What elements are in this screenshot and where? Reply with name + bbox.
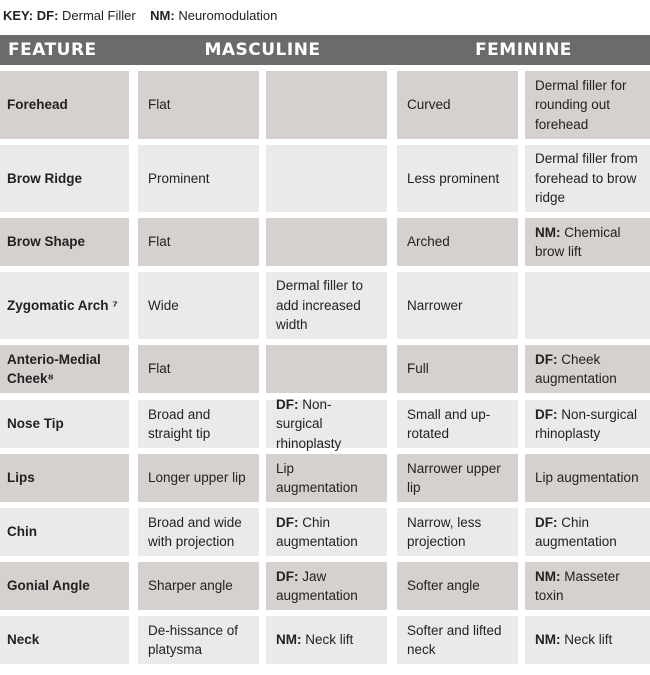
feminine-treatment-cell: Dermal filler from forehead to brow ridge [525, 145, 650, 212]
feature-cell: Brow Shape [0, 218, 129, 266]
feminine-treatment-cell: Dermal filler for rounding out forehead [525, 71, 650, 139]
masculine-trait-cell: Broad and straight tip [138, 400, 259, 448]
table-row [0, 272, 650, 339]
key-nm-text: Neuromodulation [178, 8, 278, 23]
masculine-trait-cell: Flat [138, 71, 259, 139]
table-row [0, 71, 650, 139]
feminine-treatment-cell: DF: Chin augmentation [525, 508, 650, 556]
masculine-treatment-cell: Dermal filler to add increased width [266, 272, 387, 339]
feminine-trait-cell: Small and up-rotated [397, 400, 518, 448]
feminine-treatment-cell: NM: Chemical brow lift [525, 218, 650, 266]
feature-cell: Forehead [0, 71, 129, 139]
feminine-trait-cell: Arched [397, 218, 518, 266]
masculine-trait-cell: Prominent [138, 145, 259, 212]
masculine-trait-cell: Longer upper lip [138, 454, 259, 502]
feature-cell: Gonial Angle [0, 562, 129, 610]
masculine-treatment-cell: NM: Neck lift [266, 616, 387, 664]
masculine-trait-cell: De-hissance of platysma [138, 616, 259, 664]
table-row [0, 562, 650, 610]
masculine-treatment-cell: DF: Non-surgical rhinoplasty [266, 400, 387, 448]
table-row [0, 616, 650, 664]
table-row [0, 508, 650, 556]
feminine-trait-cell: Less prominent [397, 145, 518, 212]
masculine-trait-cell: Wide [138, 272, 259, 339]
masculine-treatment-cell: Lip augmentation [266, 454, 387, 502]
masculine-trait-cell: Flat [138, 218, 259, 266]
feminine-trait-cell: Softer angle [397, 562, 518, 610]
feminine-trait-cell: Narrow, less projection [397, 508, 518, 556]
feature-cell: Nose Tip [0, 400, 129, 448]
feminine-treatment-cell: DF: Cheek augmentation [525, 345, 650, 393]
feature-cell: Zygomatic Arch ⁷ [0, 272, 129, 339]
masculine-treatment-cell: DF: Chin augmentation [266, 508, 387, 556]
masculine-treatment-cell [266, 345, 387, 393]
header-masculine: MASCULINE [204, 40, 321, 60]
masculine-trait-cell: Sharper angle [138, 562, 259, 610]
masculine-treatment-cell [266, 145, 387, 212]
key-nm-abbr: NM: [150, 8, 175, 23]
masculine-trait-cell: Flat [138, 345, 259, 393]
feature-cell: Lips [0, 454, 129, 502]
masculine-trait-cell: Broad and wide with projection [138, 508, 259, 556]
feminine-trait-cell: Narrower [397, 272, 518, 339]
feminine-trait-cell: Softer and lifted neck [397, 616, 518, 664]
feminine-trait-cell: Curved [397, 71, 518, 139]
feminine-treatment-cell: NM: Neck lift [525, 616, 650, 664]
key-df-abbr: DF: [36, 8, 59, 23]
key-legend [3, 6, 277, 26]
key-label: KEY: [3, 8, 34, 23]
feature-cell: Anterio-Medial Cheek⁸ [0, 345, 129, 393]
header-feature: FEATURE [8, 40, 97, 60]
feature-cell: Chin [0, 508, 129, 556]
feature-cell: Neck [0, 616, 129, 664]
feminine-trait-cell: Full [397, 345, 518, 393]
feminine-treatment-cell: DF: Non-surgical rhinoplasty [525, 400, 650, 448]
masculine-treatment-cell: DF: Jaw augmentation [266, 562, 387, 610]
table-row [0, 218, 650, 266]
feature-cell: Brow Ridge [0, 145, 129, 212]
table-row [0, 145, 650, 212]
table-row [0, 454, 650, 502]
masculine-treatment-cell [266, 71, 387, 139]
masculine-treatment-cell [266, 218, 387, 266]
feminine-treatment-cell: Lip augmentation [525, 454, 650, 502]
header-feminine: FEMININE [475, 40, 572, 60]
feminine-trait-cell: Narrower upper lip [397, 454, 518, 502]
key-df-text: Dermal Filler [62, 8, 136, 23]
table-row [0, 396, 650, 451]
feminine-treatment-cell [525, 272, 650, 339]
table-header [0, 35, 650, 65]
feminine-treatment-cell: NM: Masseter toxin [525, 562, 650, 610]
table-row [0, 345, 650, 393]
